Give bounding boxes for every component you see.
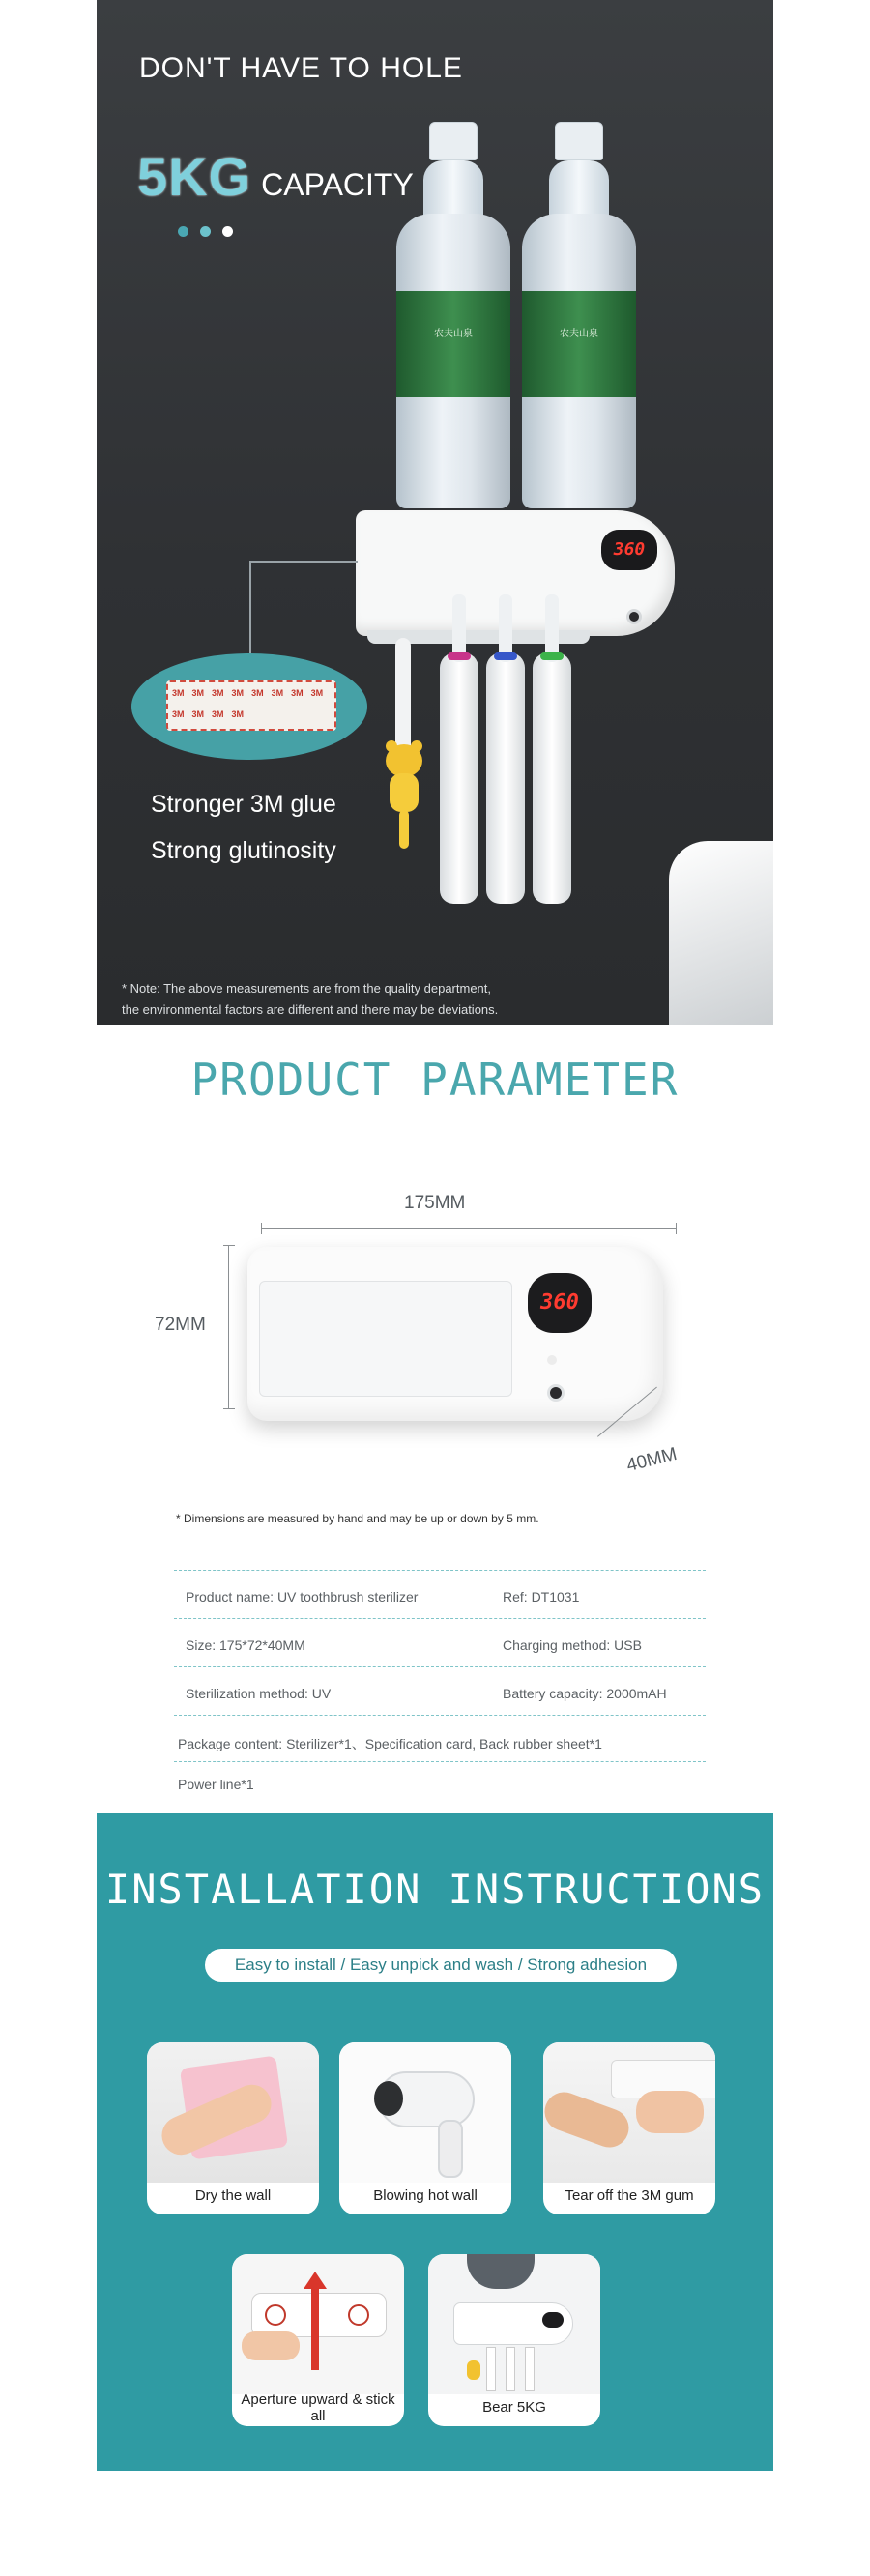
capacity-heading — [137, 145, 414, 208]
sensor-icon — [626, 609, 642, 624]
installation-section — [97, 1813, 773, 2471]
dot — [222, 226, 233, 237]
step-label: Dry the wall — [194, 2187, 272, 2204]
toothbrush-pink — [440, 652, 478, 904]
spec-divider — [174, 1761, 706, 1762]
tear-gum-icon — [543, 2042, 715, 2183]
indicator-icon — [547, 1355, 557, 1365]
depth-label: 40MM — [624, 1443, 680, 1477]
device-panel — [259, 1281, 512, 1397]
water-bottle — [396, 122, 510, 508]
section-title-installation: INSTALLATION INSTRUCTIONS — [104, 1866, 766, 1913]
callout-line — [249, 561, 358, 657]
hand-cloth-icon — [147, 2042, 319, 2183]
spec-divider — [174, 1618, 706, 1619]
glue-line-2: Strong glutinosity — [151, 837, 336, 864]
capacity-word: CAPACITY — [261, 167, 414, 202]
bottle-label: 农夫山泉 — [560, 329, 598, 339]
step-label: Blowing hot wall — [373, 2187, 478, 2204]
step-card-hot-wall — [339, 2042, 511, 2214]
hero-banner — [97, 0, 773, 1025]
dot — [178, 226, 188, 237]
tagline-pill: Easy to install / Easy unpick and wash / Strong adhesion — [205, 1949, 677, 1982]
height-label: 72MM — [155, 1315, 206, 1335]
spec-divider — [174, 1570, 706, 1571]
led-display: 360 — [601, 530, 657, 570]
step-card-dry-wall — [147, 2042, 319, 2214]
aperture-upward-icon — [232, 2254, 404, 2394]
dimension-note: * Dimensions are measured by hand and may be up or down by 5 mm. — [176, 1512, 539, 1525]
device-load-icon — [428, 2254, 600, 2394]
capacity-value: 5KG — [137, 146, 252, 207]
spec-value: Battery capacity: 2000mAH — [503, 1686, 667, 1701]
step-card-bear-5kg — [428, 2254, 600, 2426]
dot — [200, 226, 211, 237]
step-label: Tear off the 3M gum — [565, 2187, 694, 2204]
spec-label: Product name: UV toothbrush sterilizer — [186, 1589, 419, 1605]
spec-value: Charging method: USB — [503, 1637, 642, 1653]
3m-glue-strip-icon: 3M 3M 3M 3M 3M 3M 3M 3M3M 3M 3M 3M — [166, 680, 336, 731]
step-card-tear-gum — [543, 2042, 715, 2214]
package-content: Package content: Sterilizer*1、Specification card, Back rubber sheet*1 — [178, 1736, 602, 1751]
spec-label: Sterilization method: UV — [186, 1686, 332, 1701]
spec-value: Ref: DT1031 — [503, 1589, 580, 1605]
toothbrush-blue — [486, 652, 525, 904]
bear-toothbrush-icon — [382, 744, 424, 851]
height-dimension-line — [228, 1245, 229, 1409]
step-label: Bear 5KG — [482, 2399, 546, 2416]
step-card-aperture — [232, 2254, 404, 2426]
water-bottle — [522, 122, 636, 508]
hero-title: DON'T HAVE TO HOLE — [139, 52, 463, 84]
led-display: 360 — [528, 1273, 592, 1333]
width-dimension-line — [261, 1228, 677, 1229]
toothbrush-green — [533, 652, 571, 904]
section-title-parameter: PRODUCT PARAMETER — [190, 1054, 680, 1106]
spec-divider — [174, 1715, 706, 1716]
width-label: 175MM — [404, 1193, 466, 1213]
package-content-2: Power line*1 — [178, 1777, 254, 1792]
glue-line-1: Stronger 3M glue — [151, 791, 336, 818]
bottle-label: 农夫山泉 — [434, 329, 473, 339]
hair-dryer-icon — [339, 2042, 511, 2183]
sensor-icon — [547, 1384, 565, 1402]
spec-divider — [174, 1666, 706, 1667]
spec-label: Size: 175*72*40MM — [186, 1637, 305, 1653]
carousel-dots — [178, 226, 233, 237]
step-label: Aperture upward & stick all — [241, 2391, 395, 2424]
hero-note: * Note: The above measurements are from the quality department, the environmental factors are different and there may be deviations. — [122, 981, 499, 1017]
